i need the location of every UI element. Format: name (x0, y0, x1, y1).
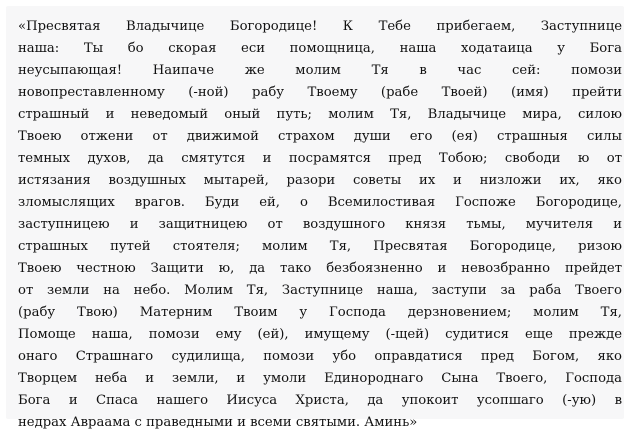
prayer-line-4: новопреставленному (-ной) рабу Твоему (рабе Твоей) (имя) прейти (18, 85, 622, 100)
prayer-text (18, 16, 622, 434)
text-panel (6, 6, 624, 430)
prayer-line-10: заступницею и защитницею от воздушного князя тьмы, мучителя и (18, 217, 622, 232)
prayer-line-1: «Пресвятая Владычице Богородице! К Тебе прибегаем, Заступнице (18, 19, 622, 34)
prayer-line-11: страшных путей стоятеля; молим Тя, Пресвятая Богородице, ризою (18, 239, 622, 254)
prayer-line-3: неусыпающая! Наипаче же молим Тя в час сей: помози (18, 63, 622, 78)
prayer-line-12: Твоею честною Защити ю, да тако безбоязненно и невозбранно прейдет (18, 261, 622, 276)
prayer-line-18: Бога и Спаса нашего Иисуса Христа, да упокоит усопшаго (-ую) в (18, 393, 622, 408)
prayer-line-14: (рабу Твою) Матерним Твоим у Господа дерзновением; молим Тя, (18, 305, 622, 320)
prayer-line-19: недрах Авраама с праведными и всеми святыми. Аминь» (18, 415, 418, 430)
prayer-line-13: от земли на небо. Молим Тя, Заступнице наша, заступи за раба Твоего (18, 283, 622, 298)
prayer-line-16: онаго Страшнаго судилища, помози убо оправдатися пред Богом, яко (18, 349, 622, 364)
prayer-line-8: истязания воздушных мытарей, разори советы их и низложи их, яко (18, 173, 622, 188)
prayer-line-9: зломыслящих врагов. Буди ей, о Всемилостивая Госпоже Богородице, (18, 195, 622, 210)
prayer-line-6: Твоею отжени от движимой страхом души его (ея) страшныя силы (18, 129, 622, 144)
prayer-line-5: страшный и неведомый оный путь; молим Тя, Владычице мира, силою (18, 107, 622, 122)
prayer-line-7: темных духов, да смятутся и посрамятся пред Тобою; свободи ю от (18, 151, 622, 166)
prayer-line-2: наша: Ты бо скорая еси помощница, наша ходатаица у Бога (18, 41, 622, 56)
prayer-line-17: Творцем неба и земли, и умоли Единороднаго Сына Твоего, Господа (18, 371, 622, 386)
prayer-line-15: Помоще наша, помози ему (ей), имущему (-щей) судитися еще прежде (18, 327, 622, 342)
